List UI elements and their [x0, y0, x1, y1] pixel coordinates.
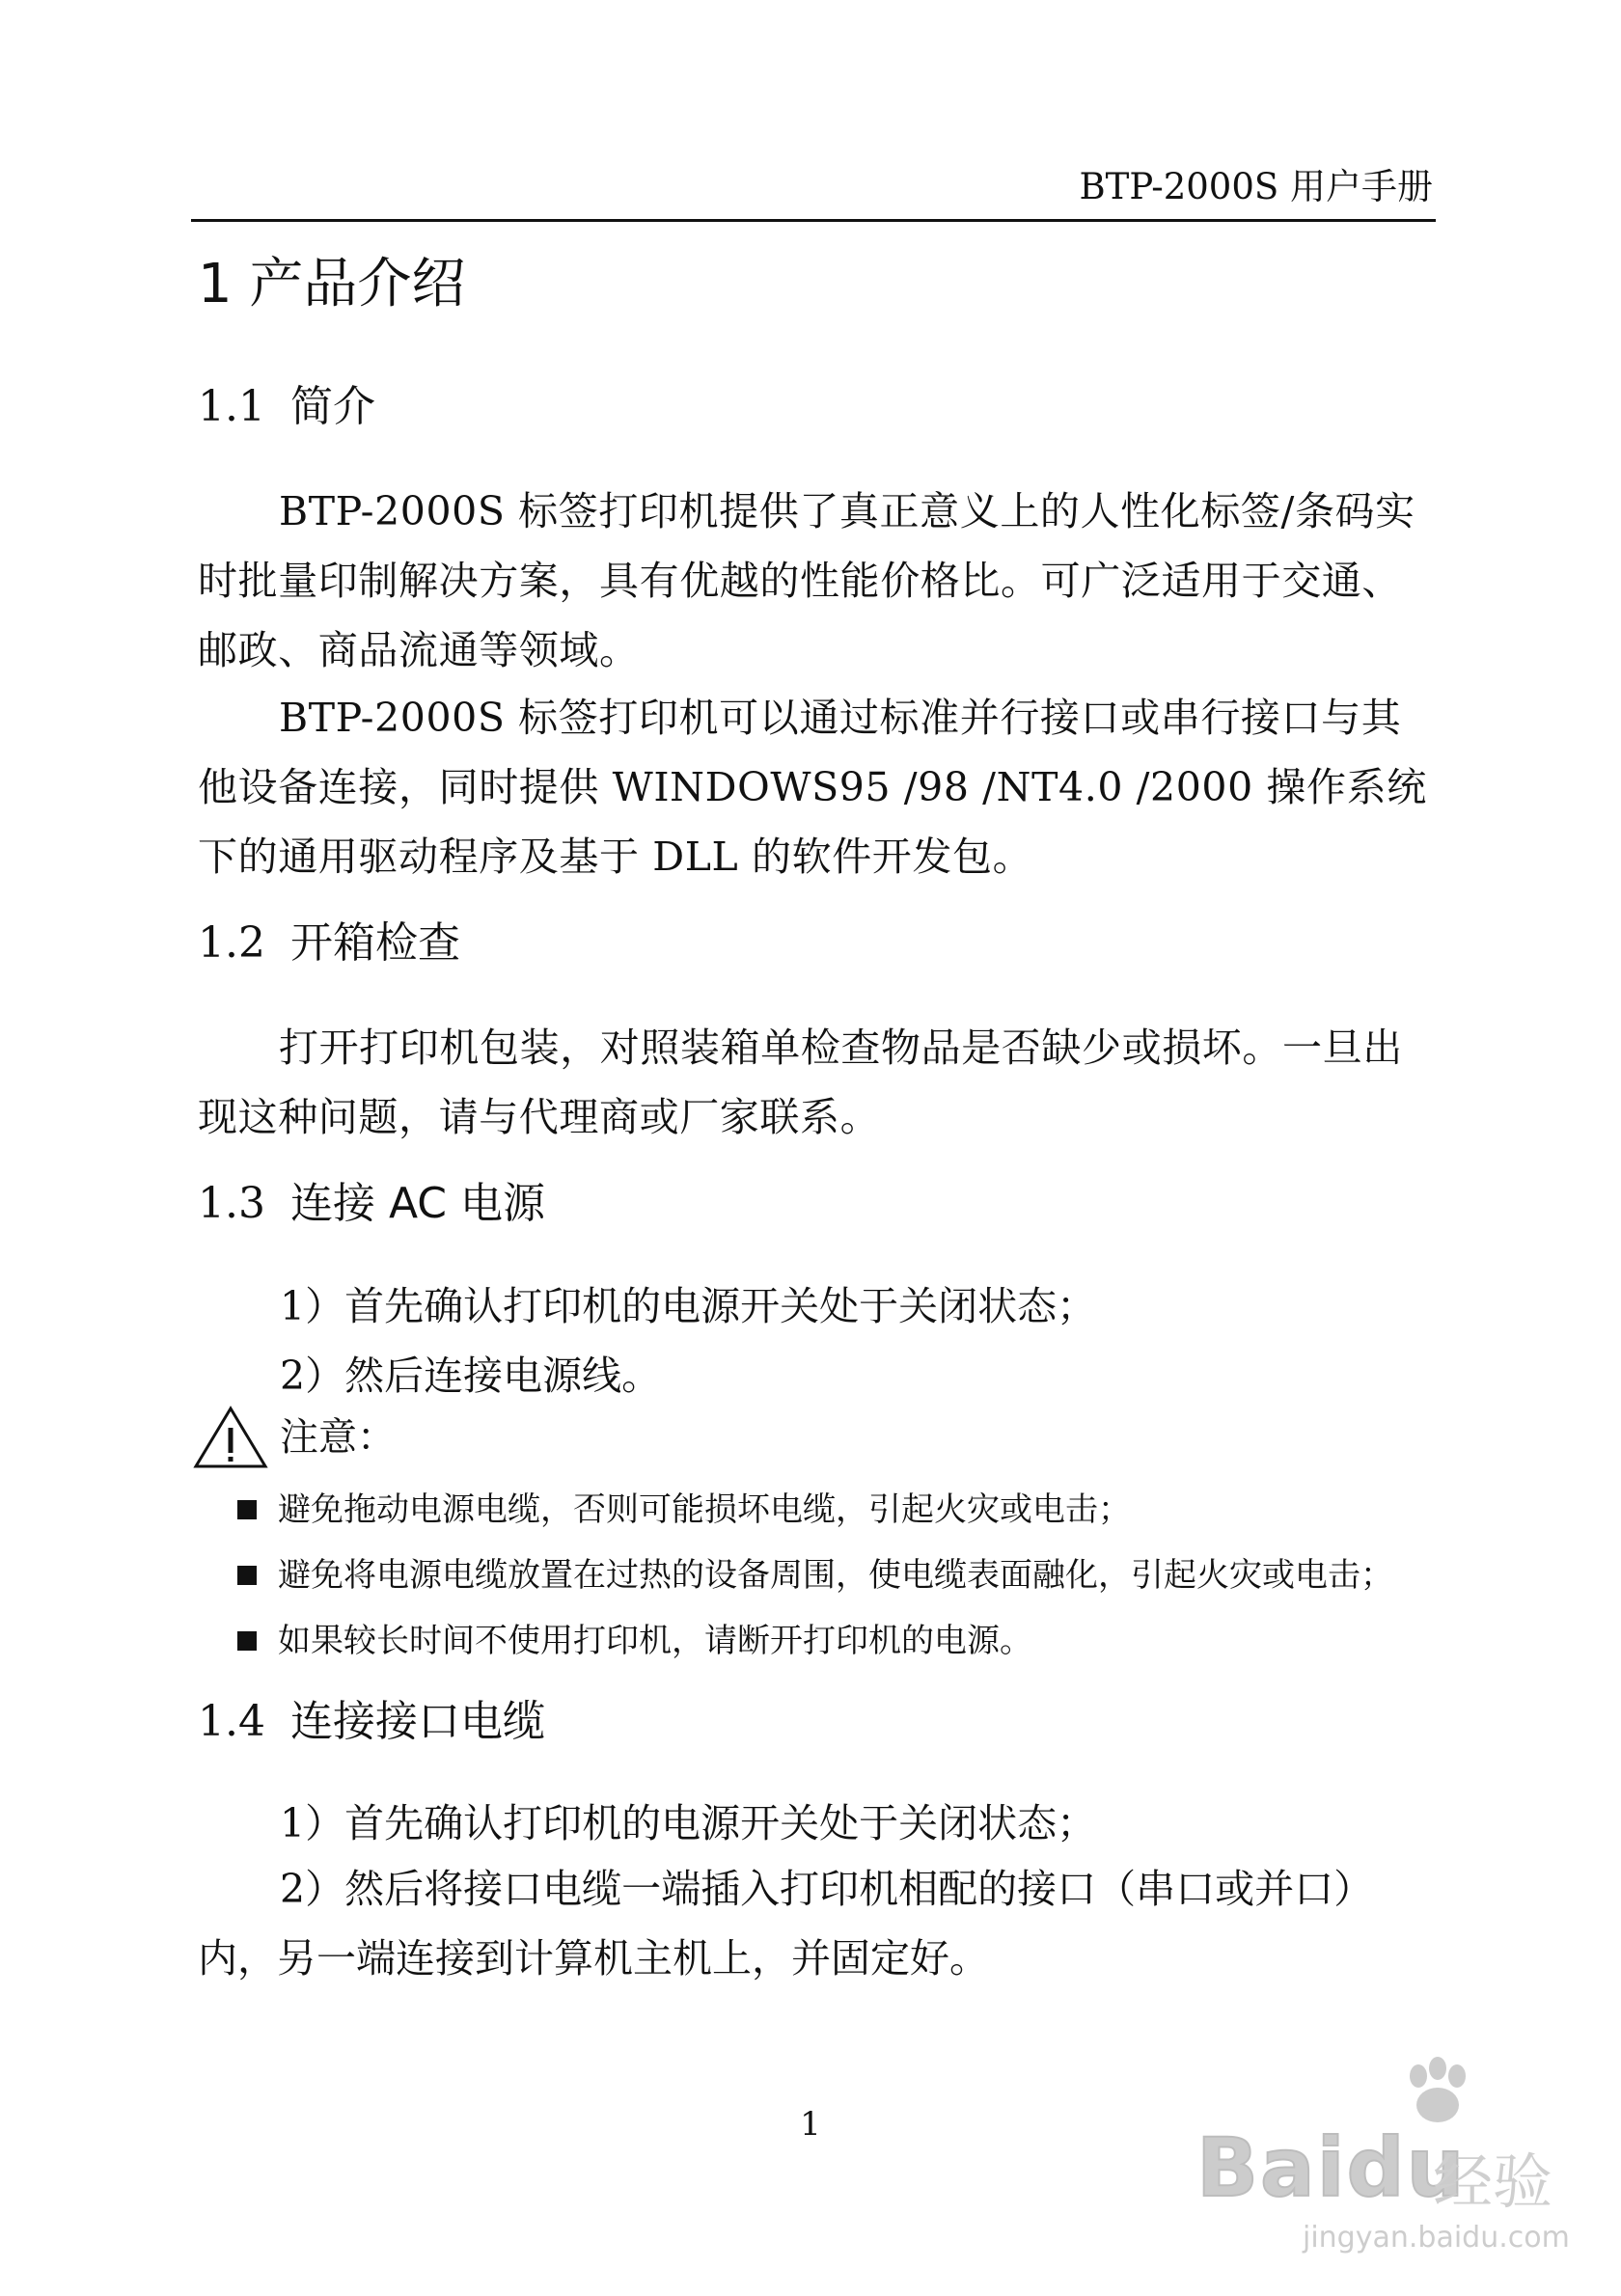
watermark-brand-latin: Bai: [1196, 2120, 1347, 2215]
unpacking-paragraph: 打开打印机包装，对照装箱单检查物品是否缺少或损坏。一旦出现这种问题，请与代理商或厂家联系。: [198, 1025, 1403, 1140]
cable-step-2: 2）然后将接口电缆一端插入打印机相配的接口（串口或并口）内，另一端连接到计算机主机上，并固定好。: [198, 1866, 1374, 1982]
header-rule: [191, 219, 1436, 222]
section-number: 1.4: [198, 1697, 265, 1746]
watermark-brand: [1196, 2120, 1466, 2215]
watermark-brand-cn: 经验: [1433, 2146, 1553, 2217]
cable-step-1: 1）首先确认打印机的电源开关处于关闭状态；: [280, 1800, 1097, 1846]
notice-item-text: 避免拖动电源电缆，否则可能损坏电缆，引起火灾或电击；: [278, 1490, 1131, 1529]
bullet-square-icon: [237, 1631, 257, 1651]
notice-heading: [193, 1404, 396, 1471]
bullet-square-icon: [237, 1500, 257, 1519]
warning-triangle-icon: [193, 1405, 268, 1470]
section-heading-1-3: [198, 1175, 545, 1233]
section-heading-1-2: [198, 915, 460, 972]
watermark-brand-du: du: [1346, 2120, 1467, 2215]
running-header: BTP-2000S 用户手册: [1079, 166, 1433, 207]
chapter-title: 1 产品介绍: [198, 253, 466, 315]
intro-paragraph-1: BTP-2000S 标签打印机提供了真正意义上的人性化标签/条码实时批量印制解决方案，具有优越的性能价格比。可广泛适用于交通、邮政、商品流通等领域。: [198, 488, 1415, 673]
notice-item-3: [237, 1617, 1032, 1665]
section-heading-1-1: [198, 378, 375, 436]
baidu-jingyan-watermark: [1177, 2045, 1582, 2257]
notice-item-text: 避免将电源电缆放置在过热的设备周围，使电缆表面融化，引起火灾或电击；: [278, 1556, 1393, 1595]
section-title: 开箱检查: [289, 918, 460, 968]
section-number: 1.1: [198, 382, 265, 431]
section-heading-1-4: [198, 1693, 545, 1751]
notice-item-2: [237, 1551, 1393, 1599]
section-title: 连接接口电缆: [289, 1697, 545, 1746]
power-step-2: 2）然后连接电源线。: [280, 1353, 662, 1399]
watermark-url: jingyan.baidu.com: [1303, 2221, 1570, 2255]
notice-item-1: [237, 1486, 1131, 1534]
section-number: 1.3: [198, 1179, 265, 1228]
notice-label: 注意：: [280, 1415, 396, 1460]
notice-item-text: 如果较长时间不使用打印机，请断开打印机的电源。: [278, 1622, 1032, 1660]
section-number: 1.2: [198, 918, 265, 968]
power-step-1: 1）首先确认打印机的电源开关处于关闭状态；: [280, 1283, 1097, 1329]
section-title: 连接 AC 电源: [289, 1179, 546, 1228]
page-number: 1: [800, 2105, 821, 2144]
intro-paragraph-2: BTP-2000S 标签打印机可以通过标准并行接口或串行接口与其他设备连接，同时提供 WINDOWS95 /98 /NT4.0 /2000 操作系统下的通用驱动程序及基于 DLL 的软件开发包。: [198, 695, 1427, 880]
bullet-square-icon: [237, 1566, 257, 1585]
section-title: 简介: [289, 382, 375, 431]
